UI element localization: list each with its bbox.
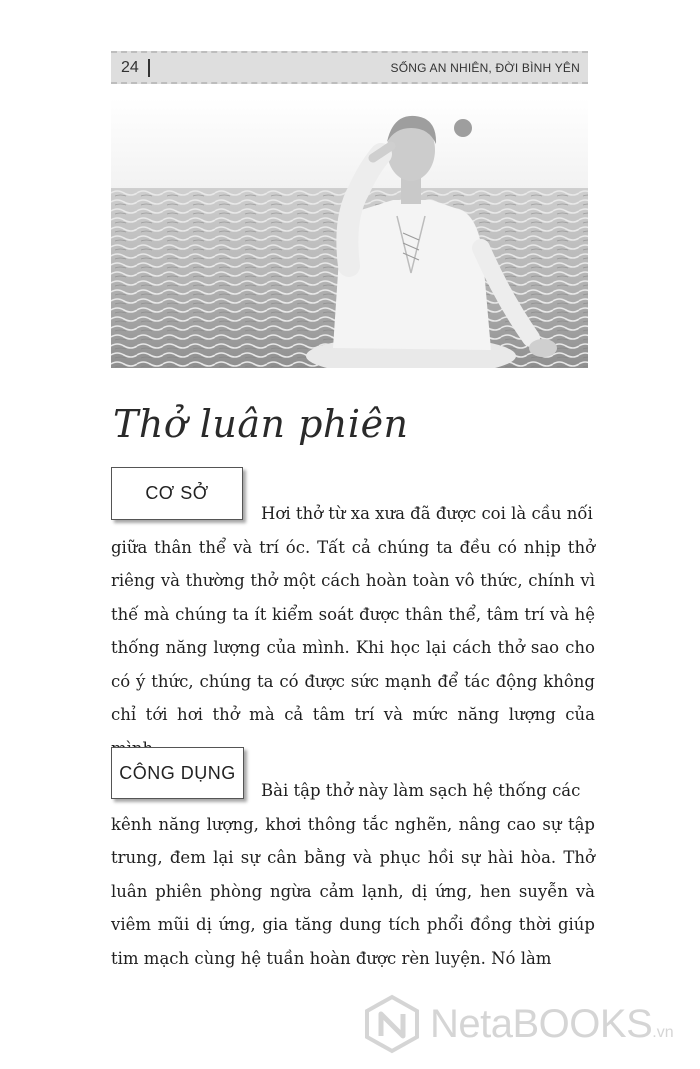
paragraph-first-line: Hơi thở từ xa xưa đã được coi là cầu nối [261,504,593,523]
paragraph-body: giữa thân thể và trí óc. Tất cả chúng ta đều có nhịp thở riêng và thường thở một cách hoàn toàn vô thức, chính vì thế mà chúng ta ít kiểm soát được thân thể, tâm trí và hệ thống năng lượng của mình. Khi học lại cách thở sao cho có ý thức, chúng ta có được sức mạnh để tác động không chỉ tới hơi thở mà cả tâm trí và mức năng lượng của [111,537,595,724]
watermark [362,990,692,1058]
netabooks-logo-icon [362,994,422,1054]
meditation-photo [111,98,588,368]
label-co-so: CƠ SỞ [111,467,243,520]
watermark-suffix: .vn [652,1024,674,1041]
label-cong-dung: CÔNG DỤNG [111,747,244,799]
paragraph-cong-dung [111,774,595,975]
header-separator [148,59,150,77]
paragraph-body: kênh năng lượng, khơi thông tắc nghẽn, nâng cao sự tập trung, đem lại sự cân bằng và phục hồi sự hài hòa. Thở luân phiên phòng ngừa cảm lạnh, dị ứng, hen suyễn và viêm mũi dị ứng, gia tăng dung tích phổi đồng thời giúp tim mạch cùng hệ tuần hoàn được rèn luyện. Nó làm [111,814,595,968]
running-header [111,51,588,84]
paragraph-first-line: Bài tập thở này làm sạch hệ thống các [261,781,581,800]
paragraph-co-so [111,497,595,765]
section-title: Thở luân phiên [113,402,409,446]
running-title: SỐNG AN NHIÊN, ĐỜI BÌNH YÊN [390,61,580,75]
page-number: 24 [121,59,139,76]
watermark-brand: NetaBOOKS [430,1001,653,1046]
